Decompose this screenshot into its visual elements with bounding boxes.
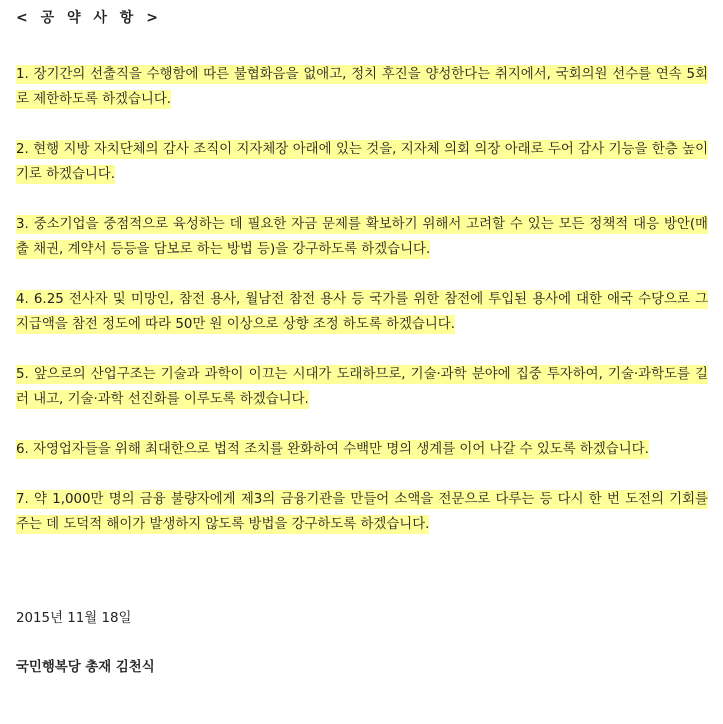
pledge-text-2: 2. 현행 지방 자치단체의 감사 조직이 지자체장 아래에 있는 것을, 지자체 의회 의장 아래로 두어 감사 기능을 한층 높이기로 하겠습니다.: [16, 142, 708, 182]
pledge-text-5: 5. 앞으로의 산업구조는 기술과 과학이 이끄는 시대가 도래하므로, 기술·과학 분야에 집중 투자하여, 기술·과학도를 길러 내고, 기술·과학 선진화를 이루도록 하겠습니다.: [16, 367, 708, 407]
pledge-item-1: [16, 62, 708, 112]
pledge-text-6: 6. 자영업자들을 위해 최대한으로 법적 조치를 완화하여 수백만 명의 생계를 이어 나갈 수 있도록 하겠습니다.: [16, 442, 649, 457]
pledge-document: [16, 8, 708, 675]
pledge-item-3: [16, 212, 708, 262]
pledge-text-7: 7. 약 1,000만 명의 금융 불량자에게 제3의 금융기관을 만들어 소액을 전문으로 다루는 등 다시 한 번 도전의 기회를 주는 데 도덕적 해이가 발생하지 않도록 방법을 강구하도록 하겠습니다.: [16, 492, 708, 532]
pledge-list: [16, 62, 708, 537]
pledge-text-3: 3. 중소기업을 중점적으로 육성하는 데 필요한 자금 문제를 확보하기 위해서 고려할 수 있는 모든 정책적 대응 방안(매출 채권, 계약서 등등을 담보로 하는 방법 등)을 강구하도록 하겠습니다.: [16, 217, 708, 257]
document-heading: < 공 약 사 항 >: [16, 10, 162, 26]
pledge-item-5: [16, 362, 708, 412]
pledge-item-4: [16, 287, 708, 337]
pledge-item-2: [16, 137, 708, 187]
pledge-text-1: 1. 장기간의 선출직을 수행함에 따른 불협화음을 없애고, 정치 후진을 양성한다는 취지에서, 국회의원 선수를 연속 5회로 제한하도록 하겠습니다.: [16, 67, 708, 107]
document-signature: 국민행복당 총재 김천식: [16, 660, 155, 675]
pledge-text-4: 4. 6.25 전사자 및 미망인, 참전 용사, 월남전 참전 용사 등 국가를 위한 참전에 투입된 용사에 대한 애국 수당으로 그 지급액을 참전 정도에 따라 50만 원 이상으로 상향 조정 하도록 하겠습니다.: [16, 292, 708, 332]
pledge-item-6: [16, 437, 708, 462]
pledge-item-7: [16, 487, 708, 537]
document-date: 2015년 11월 18일: [16, 611, 132, 626]
